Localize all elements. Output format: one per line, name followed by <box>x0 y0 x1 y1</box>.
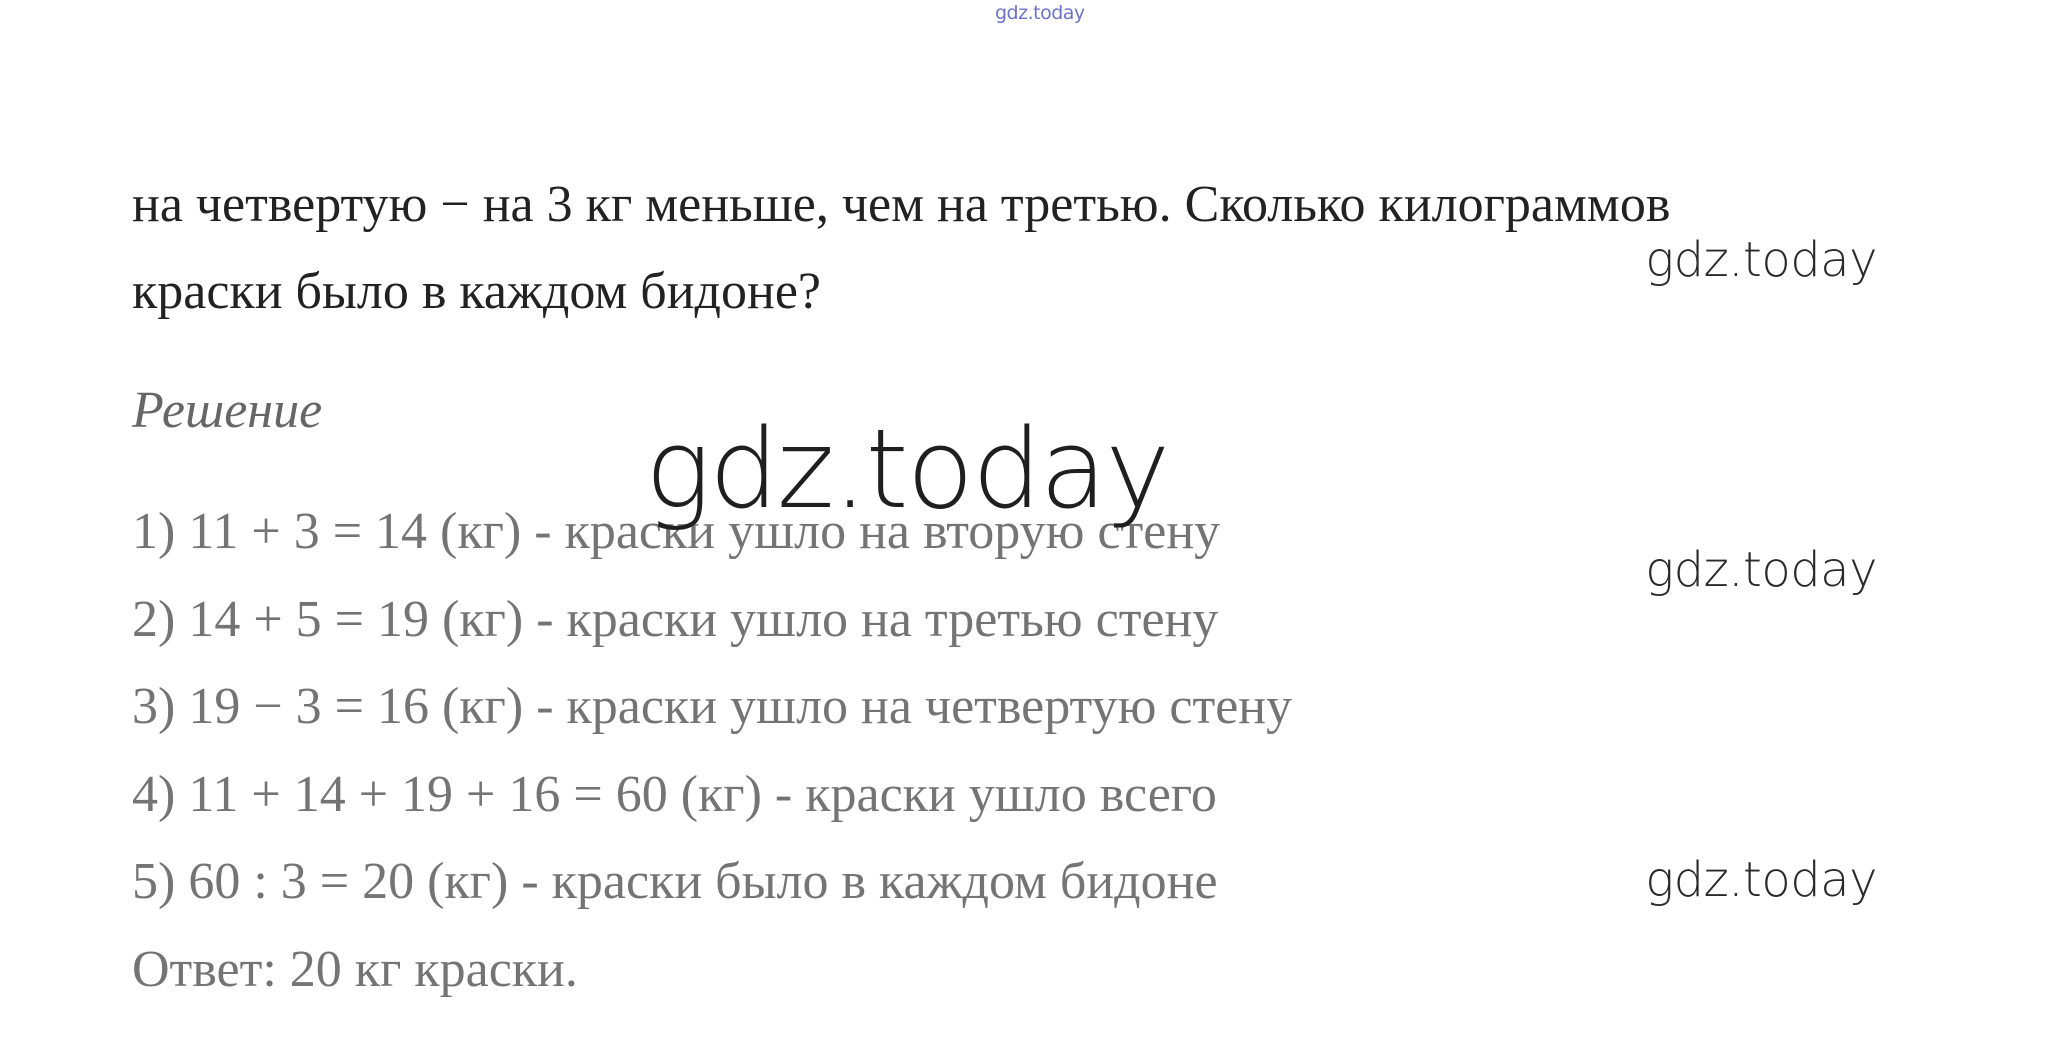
watermark-3: gdz.today <box>1645 852 1877 908</box>
solution-step-4: 4) 11 + 14 + 19 + 16 = 60 (кг) - краски ушло всего <box>132 766 1217 823</box>
watermark-2: gdz.today <box>1645 542 1877 598</box>
watermark-1: gdz.today <box>1645 232 1877 288</box>
answer-line: Ответ: 20 кг краски. <box>132 941 578 998</box>
problem-text-line-1: на четвертую − на 3 кг меньше, чем на третью. Сколько килограммов <box>132 176 1671 233</box>
site-mark-top: gdz.today <box>995 2 1085 24</box>
solution-heading: Решение <box>132 382 323 439</box>
solution-step-2: 2) 14 + 5 = 19 (кг) - краски ушло на третью стену <box>132 591 1219 648</box>
solution-step-5: 5) 60 : 3 = 20 (кг) - краски было в каждом бидоне <box>132 853 1218 910</box>
solution-step-1: 1) 11 + 3 = 14 (кг) - краски ушло на вторую стену <box>132 503 1221 560</box>
problem-text-line-2: краски было в каждом бидоне? <box>132 263 821 320</box>
solution-step-3: 3) 19 − 3 = 16 (кг) - краски ушло на четвертую стену <box>132 678 1293 735</box>
watermark-large: gdz.today <box>645 405 1169 533</box>
